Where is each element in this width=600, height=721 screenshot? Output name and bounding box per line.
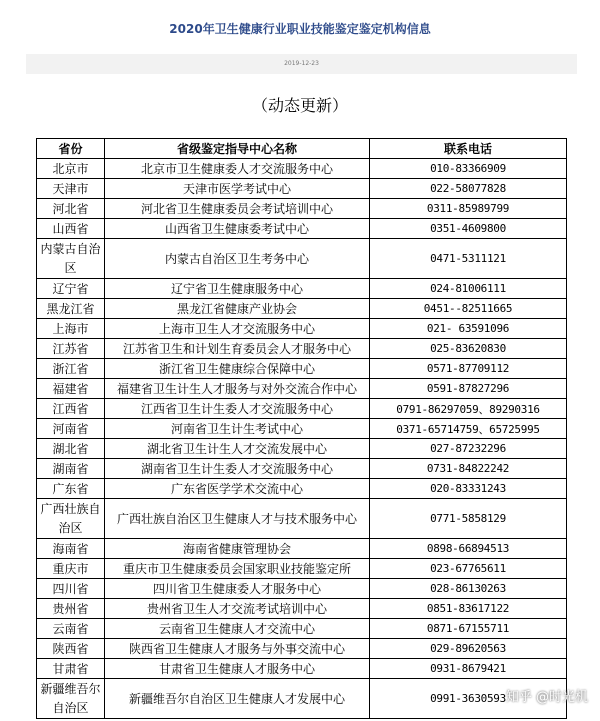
column-header-phone: 联系电话 — [370, 139, 567, 159]
center-cell: 云南省卫生健康人才交流中心 — [105, 619, 370, 639]
center-cell: 北京市卫生健康委人才交流服务中心 — [105, 159, 370, 179]
province-cell: 江苏省 — [37, 339, 105, 359]
province-cell: 河南省 — [37, 419, 105, 439]
phone-cell: 027-87232296 — [370, 439, 567, 459]
phone-cell: 0871-67155711 — [370, 619, 567, 639]
province-cell: 浙江省 — [37, 359, 105, 379]
province-cell: 辽宁省 — [37, 279, 105, 299]
table-row — [37, 479, 567, 499]
province-cell: 山西省 — [37, 219, 105, 239]
center-cell: 广东省医学学术交流中心 — [105, 479, 370, 499]
province-cell: 广西壮族自治区 — [37, 499, 105, 539]
province-cell: 天津市 — [37, 179, 105, 199]
province-cell: 湖北省 — [37, 439, 105, 459]
table-row — [37, 179, 567, 199]
province-cell: 福建省 — [37, 379, 105, 399]
table-row — [37, 599, 567, 619]
center-cell: 上海市卫生人才交流服务中心 — [105, 319, 370, 339]
table-row — [37, 439, 567, 459]
table-row — [37, 579, 567, 599]
province-cell: 云南省 — [37, 619, 105, 639]
center-cell: 江西省卫生计生委人才交流服务中心 — [105, 399, 370, 419]
center-cell: 内蒙古自治区卫生考务中心 — [105, 239, 370, 279]
center-cell: 重庆市卫生健康委员会国家职业技能鉴定所 — [105, 559, 370, 579]
org-table-container — [36, 138, 567, 719]
province-cell: 重庆市 — [37, 559, 105, 579]
phone-cell: 0351-4609800 — [370, 219, 567, 239]
province-cell: 河北省 — [37, 199, 105, 219]
center-cell: 海南省健康管理协会 — [105, 539, 370, 559]
province-cell: 四川省 — [37, 579, 105, 599]
table-row — [37, 219, 567, 239]
center-cell: 湖北省卫生计生人才交流发展中心 — [105, 439, 370, 459]
province-cell: 北京市 — [37, 159, 105, 179]
phone-cell: 0791-86297059、89290316 — [370, 399, 567, 419]
org-table — [36, 138, 567, 719]
phone-cell: 025-83620830 — [370, 339, 567, 359]
province-cell: 贵州省 — [37, 599, 105, 619]
phone-cell: 022-58077828 — [370, 179, 567, 199]
phone-cell: 023-67765611 — [370, 559, 567, 579]
table-row — [37, 539, 567, 559]
table-row — [37, 359, 567, 379]
publish-date: 2019-12-23 — [26, 54, 577, 74]
table-row — [37, 459, 567, 479]
center-cell: 四川省卫生健康委人才服务中心 — [105, 579, 370, 599]
center-cell: 贵州省卫生人才交流考试培训中心 — [105, 599, 370, 619]
phone-cell: 0931-8679421 — [370, 659, 567, 679]
center-cell: 浙江省卫生健康综合保障中心 — [105, 359, 370, 379]
center-cell: 甘肃省卫生健康人才服务中心 — [105, 659, 370, 679]
table-header-row — [37, 139, 567, 159]
phone-cell: 010-83366909 — [370, 159, 567, 179]
phone-cell: 0991-3630593 — [370, 679, 567, 719]
phone-cell: 024-81006111 — [370, 279, 567, 299]
phone-cell: 0371-65714759、65725995 — [370, 419, 567, 439]
center-cell: 陕西省卫生健康人才服务与外事交流中心 — [105, 639, 370, 659]
phone-cell: 0571-87709112 — [370, 359, 567, 379]
table-row — [37, 339, 567, 359]
center-cell: 河北省卫生健康委员会考试培训中心 — [105, 199, 370, 219]
watermark: 知乎 @时光机 — [505, 690, 588, 705]
province-cell: 陕西省 — [37, 639, 105, 659]
update-note: （动态更新） — [251, 96, 348, 115]
phone-cell: 0898-66894513 — [370, 539, 567, 559]
phone-cell: 020-83331243 — [370, 479, 567, 499]
table-row — [37, 199, 567, 219]
column-header-center: 省级鉴定指导中心名称 — [105, 139, 370, 159]
table-row — [37, 279, 567, 299]
phone-cell: 029-89620563 — [370, 639, 567, 659]
phone-cell: 028-86130263 — [370, 579, 567, 599]
table-row — [37, 239, 567, 279]
phone-cell: 0771-5858129 — [370, 499, 567, 539]
center-cell: 辽宁省卫生健康服务中心 — [105, 279, 370, 299]
phone-cell: 0451--82511665 — [370, 299, 567, 319]
center-cell: 湖南省卫生计生委人才交流服务中心 — [105, 459, 370, 479]
table-row — [37, 419, 567, 439]
center-cell: 江苏省卫生和计划生育委员会人才服务中心 — [105, 339, 370, 359]
center-cell: 福建省卫生计生人才服务与对外交流合作中心 — [105, 379, 370, 399]
province-cell: 上海市 — [37, 319, 105, 339]
phone-cell: 021- 63591096 — [370, 319, 567, 339]
table-row — [37, 399, 567, 419]
province-cell: 湖南省 — [37, 459, 105, 479]
province-cell: 黑龙江省 — [37, 299, 105, 319]
table-row — [37, 639, 567, 659]
province-cell: 江西省 — [37, 399, 105, 419]
table-row — [37, 379, 567, 399]
phone-cell: 0851-83617122 — [370, 599, 567, 619]
center-cell: 广西壮族自治区卫生健康人才与技术服务中心 — [105, 499, 370, 539]
center-cell: 新疆维吾尔自治区卫生健康人才发展中心 — [105, 679, 370, 719]
phone-cell: 0591-87827296 — [370, 379, 567, 399]
table-row — [37, 659, 567, 679]
province-cell: 内蒙古自治区 — [37, 239, 105, 279]
table-body — [37, 159, 567, 719]
column-header-province: 省份 — [37, 139, 105, 159]
phone-cell: 0731-84822242 — [370, 459, 567, 479]
table-row — [37, 679, 567, 719]
table-row — [37, 559, 567, 579]
table-row — [37, 299, 567, 319]
province-cell: 海南省 — [37, 539, 105, 559]
center-cell: 山西省卫生健康委考试中心 — [105, 219, 370, 239]
center-cell: 黑龙江省健康产业协会 — [105, 299, 370, 319]
table-row — [37, 619, 567, 639]
province-cell: 甘肃省 — [37, 659, 105, 679]
page-title: 2020年卫生健康行业职业技能鉴定鉴定机构信息 — [169, 22, 431, 36]
center-cell: 河南省卫生计生考试中心 — [105, 419, 370, 439]
table-row — [37, 499, 567, 539]
phone-cell: 0311-85989799 — [370, 199, 567, 219]
center-cell: 天津市医学考试中心 — [105, 179, 370, 199]
table-row — [37, 159, 567, 179]
table-row — [37, 319, 567, 339]
phone-cell: 0471-5311121 — [370, 239, 567, 279]
province-cell: 广东省 — [37, 479, 105, 499]
province-cell: 新疆维吾尔自治区 — [37, 679, 105, 719]
